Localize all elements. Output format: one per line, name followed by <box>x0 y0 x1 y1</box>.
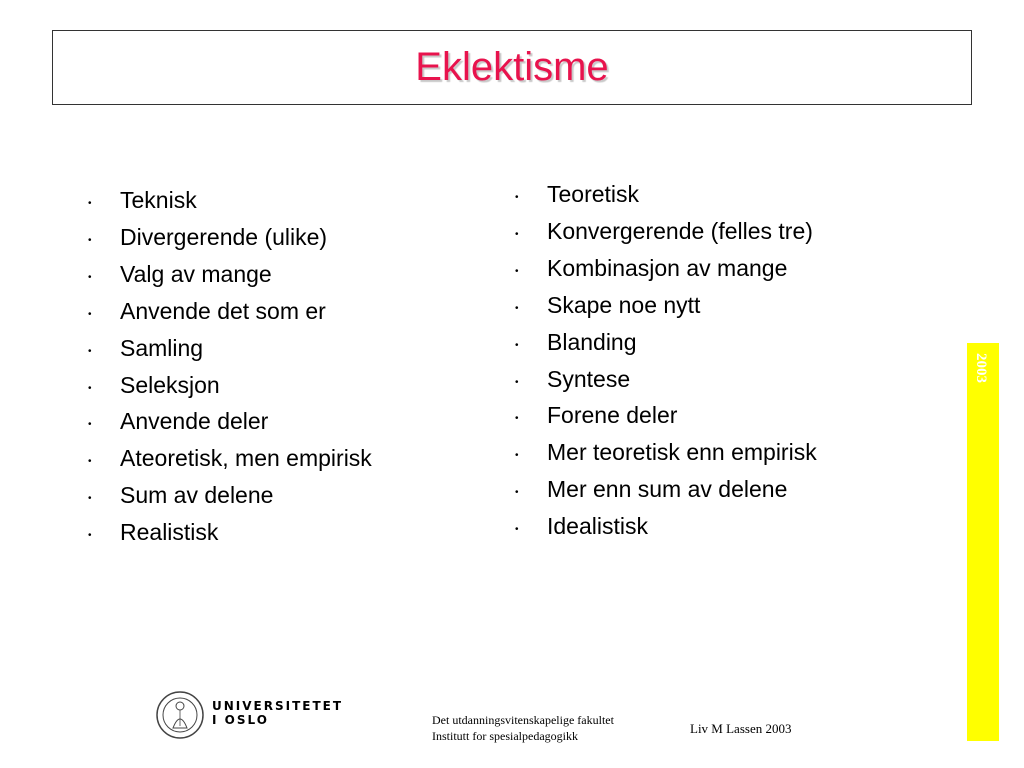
list-item: • Kombinasjon av mange <box>515 250 817 287</box>
list-item: • Anvende deler <box>88 403 372 440</box>
bullet-icon: • <box>515 192 519 203</box>
bullet-icon: • <box>515 265 519 277</box>
bullet-icon: • <box>515 228 519 240</box>
list-item: • Idealistisk <box>515 508 817 545</box>
list-item: • Blanding <box>515 324 817 361</box>
list-item: • Realistisk <box>88 514 372 551</box>
right-bullet-list <box>515 176 817 545</box>
bullet-icon: • <box>88 345 92 357</box>
university-logo <box>155 690 355 742</box>
university-seal-icon <box>155 690 205 740</box>
list-item: • Valg av mange <box>88 256 372 293</box>
bullet-icon: • <box>88 530 92 542</box>
bullet-icon: • <box>515 376 519 388</box>
footer-author: Liv M Lassen 2003 <box>690 721 792 736</box>
side-bar-year: 2003 <box>973 353 989 383</box>
bullet-icon: • <box>515 413 519 425</box>
institute-text: Institutt for spesialpedagogikk <box>432 729 578 743</box>
university-name: UNIVERSITETET I OSLO <box>212 699 344 727</box>
bullet-icon: • <box>515 302 519 314</box>
bullet-icon: • <box>515 487 519 499</box>
bullet-icon: • <box>515 450 519 462</box>
list-item: • Konvergerende (felles tre) <box>515 213 817 250</box>
list-item: • Teoretisk <box>515 176 817 213</box>
list-item: • Samling <box>88 330 372 367</box>
bullet-icon: • <box>88 456 92 468</box>
side-year-bar <box>967 343 999 741</box>
bullet-icon: • <box>88 308 92 320</box>
slide-title: Eklektisme <box>415 45 609 89</box>
list-item: • Divergerende (ulike) <box>88 219 372 256</box>
list-item: • Anvende det som er <box>88 293 372 330</box>
bullet-icon: • <box>88 493 92 505</box>
bullet-icon: • <box>88 382 92 394</box>
list-item: • Skape noe nytt <box>515 287 817 324</box>
faculty-text: Det utdanningsvitenskapelige fakultet <box>432 713 614 727</box>
footer-institution <box>432 712 614 744</box>
list-item: • Sum av delene <box>88 477 372 514</box>
title-box <box>52 30 972 105</box>
list-item: • Seleksjon <box>88 367 372 404</box>
bullet-icon: • <box>88 419 92 431</box>
bullet-icon: • <box>515 524 519 536</box>
left-bullet-list <box>88 182 372 551</box>
bullet-icon: • <box>515 339 519 351</box>
list-item: • Syntese <box>515 361 817 398</box>
list-item: • Ateoretisk, men empirisk <box>88 440 372 477</box>
list-item: • Mer teoretisk enn empirisk <box>515 434 817 471</box>
list-item: • Forene deler <box>515 397 817 434</box>
bullet-icon: • <box>88 234 92 246</box>
list-item: • Teknisk <box>88 182 372 219</box>
list-item: • Mer enn sum av delene <box>515 471 817 508</box>
bullet-icon: • <box>88 198 92 209</box>
bullet-icon: • <box>88 271 92 283</box>
